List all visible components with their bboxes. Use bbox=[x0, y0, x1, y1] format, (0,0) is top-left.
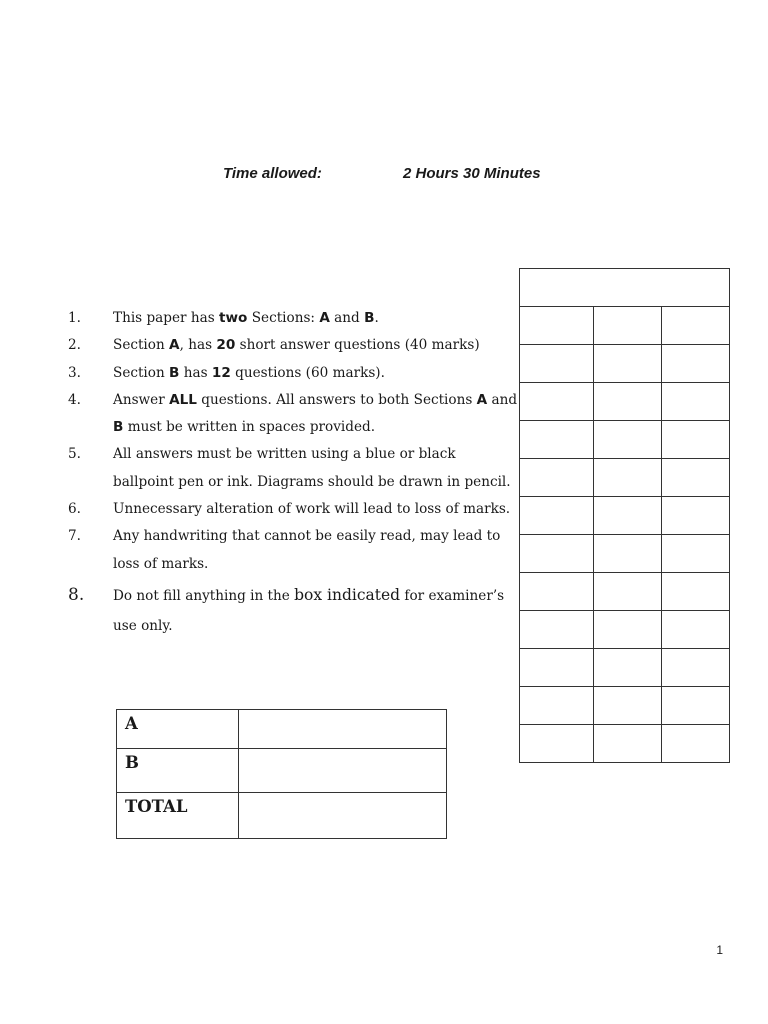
instruction-text: Do not fill anything in the box indicated for examiner’s use only. bbox=[113, 585, 505, 634]
grid-cell[interactable] bbox=[520, 497, 594, 535]
table-row bbox=[117, 710, 447, 749]
grid-cell[interactable] bbox=[520, 687, 594, 725]
grid-cell[interactable] bbox=[520, 421, 594, 459]
instruction-number: 1. bbox=[68, 310, 81, 326]
instruction-number: 6. bbox=[68, 501, 81, 518]
grid-cell[interactable] bbox=[594, 383, 662, 421]
instruction-number: 2. bbox=[68, 337, 81, 354]
instruction-number: 5. bbox=[68, 446, 81, 463]
grid-cell[interactable] bbox=[594, 497, 662, 535]
page-number: 1 bbox=[716, 943, 723, 957]
grid-cell[interactable] bbox=[662, 383, 730, 421]
instruction-number: 3. bbox=[68, 364, 81, 381]
score-cell[interactable] bbox=[239, 710, 447, 749]
time-allowed-label: Time allowed: bbox=[223, 165, 322, 182]
grid-cell[interactable] bbox=[594, 535, 662, 573]
instruction-item bbox=[68, 441, 518, 496]
table-row bbox=[520, 649, 730, 687]
time-allowed-value: 2 Hours 30 Minutes bbox=[403, 165, 541, 182]
instruction-text: Any handwriting that cannot be easily read, may lead to loss of marks. bbox=[113, 528, 501, 572]
grid-cell[interactable] bbox=[662, 345, 730, 383]
grid-cell[interactable] bbox=[662, 421, 730, 459]
grid-cell[interactable] bbox=[662, 535, 730, 573]
grid-cell[interactable] bbox=[594, 725, 662, 763]
table-row bbox=[520, 459, 730, 497]
grid-cell[interactable] bbox=[520, 307, 594, 345]
instruction-text: Answer ALL questions. All answers to both Sections A and B must be written in spaces provided. bbox=[113, 391, 518, 436]
table-row bbox=[520, 611, 730, 649]
grid-cell[interactable] bbox=[520, 459, 594, 497]
instruction-number: 4. bbox=[68, 391, 81, 408]
instruction-item bbox=[68, 305, 518, 332]
grid-cell[interactable] bbox=[520, 611, 594, 649]
grid-cell[interactable] bbox=[662, 611, 730, 649]
grid-cell[interactable] bbox=[662, 497, 730, 535]
grid-cell[interactable] bbox=[662, 687, 730, 725]
grid-cell[interactable] bbox=[594, 611, 662, 649]
row-label: B bbox=[117, 749, 239, 793]
instruction-number: 8. bbox=[68, 584, 85, 605]
table-row bbox=[520, 345, 730, 383]
instruction-item bbox=[68, 580, 518, 641]
score-cell[interactable] bbox=[239, 749, 447, 793]
grid-cell[interactable] bbox=[520, 573, 594, 611]
grid-cell[interactable] bbox=[520, 383, 594, 421]
grid-cell[interactable] bbox=[520, 725, 594, 763]
row-label: TOTAL bbox=[117, 793, 239, 839]
grid-cell[interactable] bbox=[594, 649, 662, 687]
instruction-text: All answers must be written using a blue or black ballpoint pen or ink. Diagrams should be drawn in pencil. bbox=[113, 446, 511, 490]
table-row bbox=[520, 535, 730, 573]
grid-cell[interactable] bbox=[662, 725, 730, 763]
grid-cell[interactable] bbox=[594, 307, 662, 345]
grid-cell[interactable] bbox=[594, 687, 662, 725]
table-row bbox=[117, 793, 447, 839]
instruction-text: Section A, has 20 short answer questions (40 marks) bbox=[113, 337, 480, 354]
grid-cell[interactable] bbox=[594, 421, 662, 459]
grid-cell[interactable] bbox=[594, 345, 662, 383]
instruction-item bbox=[68, 523, 518, 578]
table-row bbox=[520, 269, 730, 307]
grid-cell[interactable] bbox=[662, 649, 730, 687]
grid-cell[interactable] bbox=[662, 307, 730, 345]
instruction-number: 7. bbox=[68, 528, 81, 545]
time-allowed-line bbox=[0, 165, 768, 187]
table-row bbox=[520, 383, 730, 421]
score-cell[interactable] bbox=[239, 793, 447, 839]
instruction-text: This paper has two Sections: A and B. bbox=[113, 310, 379, 326]
instructions-list bbox=[68, 305, 518, 641]
grid-cell[interactable] bbox=[520, 649, 594, 687]
table-row bbox=[117, 749, 447, 793]
table-row bbox=[520, 497, 730, 535]
examiner-use-grid bbox=[519, 268, 730, 763]
table-row bbox=[520, 687, 730, 725]
grid-cell[interactable] bbox=[594, 459, 662, 497]
table-row bbox=[520, 725, 730, 763]
grid-cell[interactable] bbox=[520, 535, 594, 573]
table-row bbox=[520, 307, 730, 345]
grid-cell[interactable] bbox=[662, 459, 730, 497]
instruction-text: Section B has 12 questions (60 marks). bbox=[113, 364, 385, 381]
table-row bbox=[520, 421, 730, 459]
grid-cell[interactable] bbox=[594, 573, 662, 611]
grid-cell[interactable] bbox=[662, 573, 730, 611]
row-label: A bbox=[117, 710, 239, 749]
grid-header-cell bbox=[520, 269, 730, 307]
score-summary-table bbox=[116, 709, 447, 839]
instruction-item bbox=[68, 332, 518, 359]
instruction-text: Unnecessary alteration of work will lead to loss of marks. bbox=[113, 501, 511, 518]
grid-cell[interactable] bbox=[520, 345, 594, 383]
instruction-item bbox=[68, 387, 518, 442]
table-row bbox=[520, 573, 730, 611]
instruction-item bbox=[68, 496, 518, 523]
instruction-item bbox=[68, 360, 518, 387]
